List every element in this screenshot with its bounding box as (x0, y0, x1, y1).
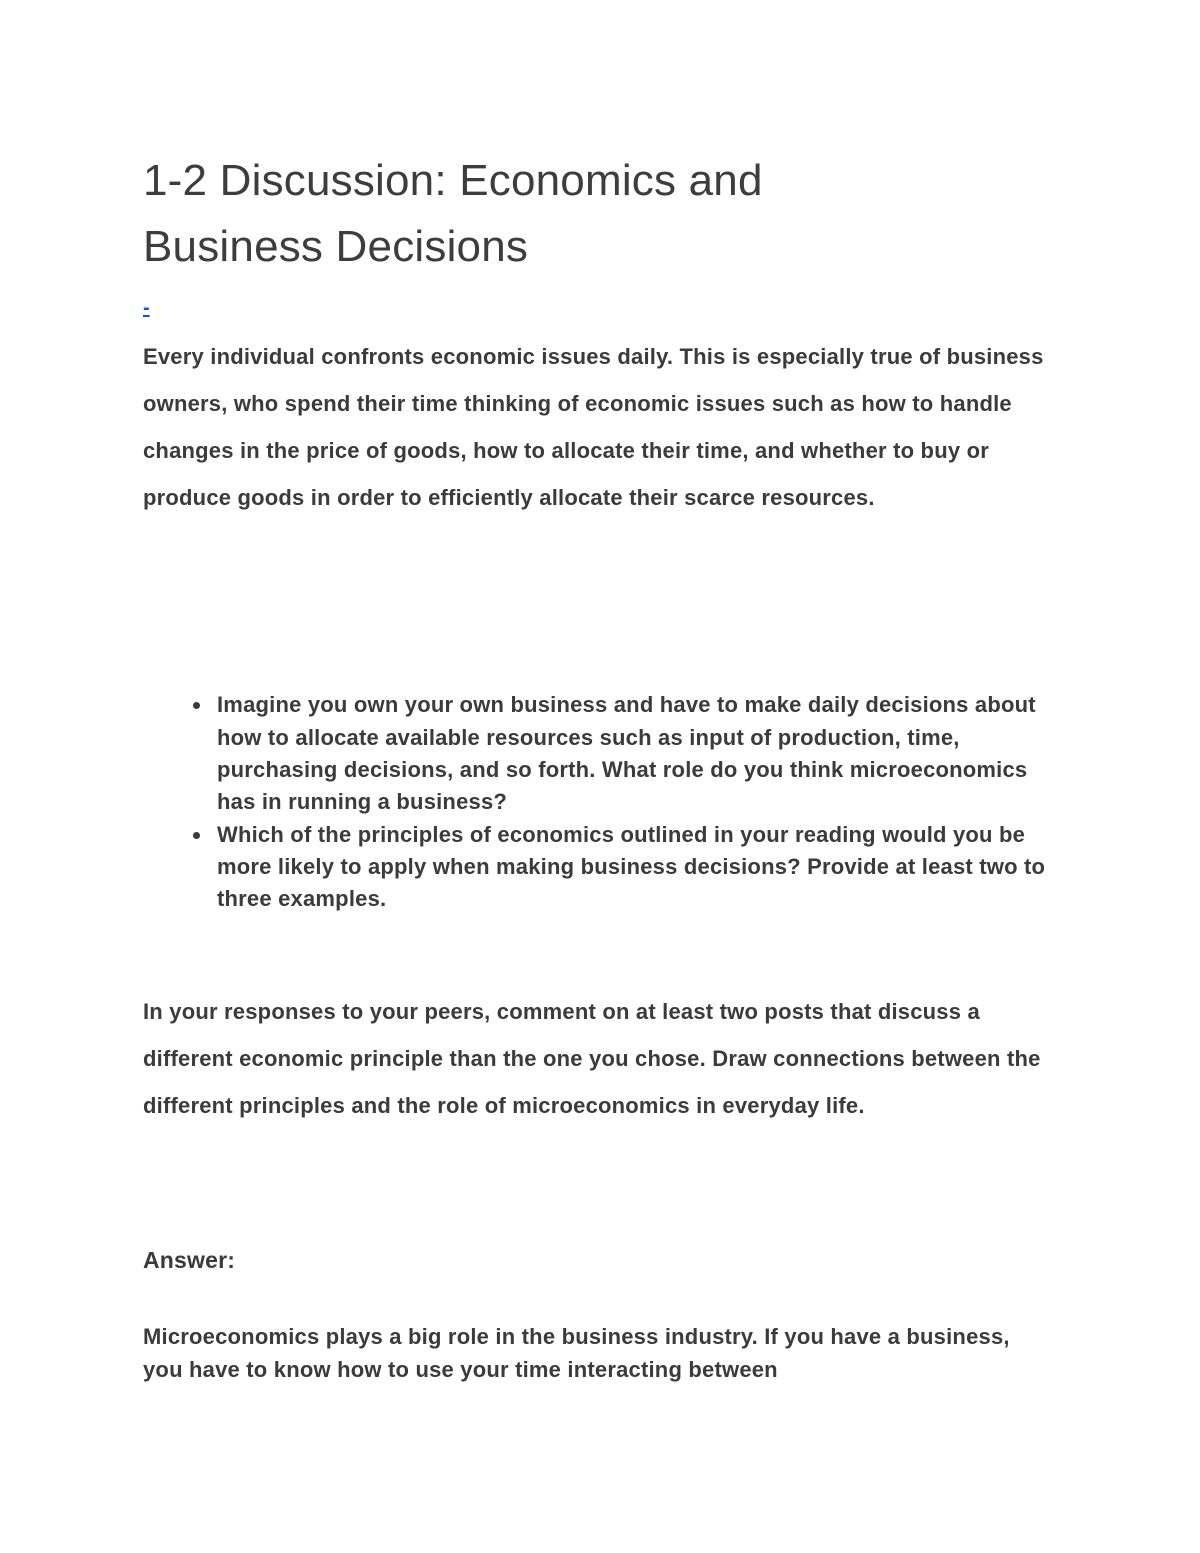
intro-paragraph: Every individual confronts economic issues daily. This is especially true of business owners, who spend their time thinking of economic issues such as how to handle changes in the price of goods, how to allocate their time, and whether to buy or produce goods in order to efficiently allocate their scarce resources. (143, 344, 1044, 511)
discussion-prompt-list (143, 689, 1055, 915)
list-item-microeconomics-role: • Imagine you own your own business and have to make daily decisions about how to allocate available resources such as input of production, time, purchasing decisions, and so forth. What role do you think microeconomics has in running a business? (213, 689, 1055, 818)
answer-label: Answer: (143, 1246, 236, 1273)
document-title: 1-2 Discussion: Economics and Business Decisions (143, 156, 763, 271)
peer-response-instructions: In your responses to your peers, comment on at least two posts that discuss a different economic principle than the one you chose. Draw connections between the different principles and the role of microeconomics in everyday life. (143, 998, 1041, 1118)
anchor-link-dash[interactable]: - (143, 297, 150, 319)
answer-paragraph: Microeconomics plays a big role in the business industry. If you have a business, you have to know how to use your time interacting between (143, 1323, 1010, 1382)
list-item-principles-examples: • Which of the principles of economics outlined in your reading would you be more likely to apply when making business decisions? Provide at least two to three examples. (213, 819, 1055, 916)
